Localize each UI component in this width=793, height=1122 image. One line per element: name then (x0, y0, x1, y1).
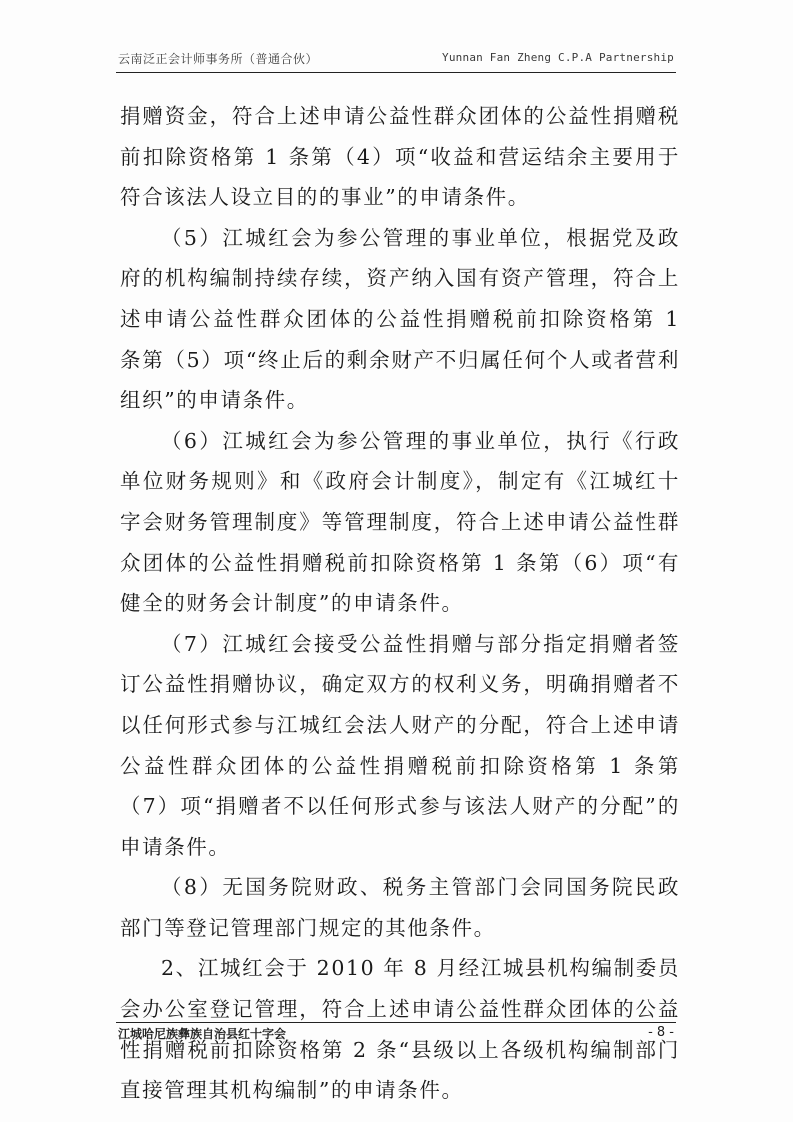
paragraph-continued: 捐赠资金，符合上述申请公益性群众团体的公益性捐赠税前扣除资格第 1 条第（4）项“收益和营运结余主要用于符合该法人设立目的的事业”的申请条件。 (120, 104, 680, 210)
paragraph-item-5: （5）江城红会为参公管理的事业单位，根据党及政府的机构编制持续存续，资产纳入国有资产管理，符合上述申请公益性群众团体的公益性捐赠税前扣除资格第 1 条第（5）项“终止后的剩余财产不归属任何个人或者营利组织”的申请条件。 (120, 225, 680, 413)
paragraph-item-8: （8）无国务院财政、税务主管部门会同国务院民政部门等登记管理部门规定的其他条件。 (120, 875, 680, 940)
page-number: - 8 - (648, 1025, 674, 1040)
page-header (118, 50, 674, 72)
paragraph-item-7: （7）江城红会接受公益性捐赠与部分指定捐赠者签订公益性捐赠协议，确定双方的权利义务，明确捐赠者不以任何形式参与江城红会法人财产的分配，符合上述申请公益性群众团体的公益性捐赠税前扣除资格第 1 条第（7）项“捐赠者不以任何形式参与该法人财产的分配”的申请条件。 (120, 631, 680, 859)
header-firm-name-cn: 云南泛正会计师事务所（普通合伙） (118, 52, 319, 66)
document-body (120, 96, 680, 1111)
footer-organization: 江城哈尼族彝族自治县红十字会 (118, 1027, 287, 1041)
paragraph-section-2: 2、江城红会于 2010 年 8 月经江城县机构编制委员会办公室登记管理，符合上述申请公益性群众团体的公益性捐赠税前扣除资格第 2 条“县级以上各级机构编制部门直接管理其机构编制”的申请条件。 (120, 956, 680, 1103)
footer-divider (116, 1022, 676, 1023)
page-footer (118, 1025, 674, 1045)
header-firm-name-en: Yunnan Fan Zheng C.P.A Partnership (442, 51, 674, 64)
paragraph-item-6: （6）江城红会为参公管理的事业单位，执行《行政单位财务规则》和《政府会计制度》，制定有《江城红十字会财务管理制度》等管理制度，符合上述申请公益性群众团体的公益性捐赠税前扣除资格第 1 条第（6）项“有健全的财务会计制度”的申请条件。 (120, 428, 680, 616)
header-divider (116, 72, 676, 73)
